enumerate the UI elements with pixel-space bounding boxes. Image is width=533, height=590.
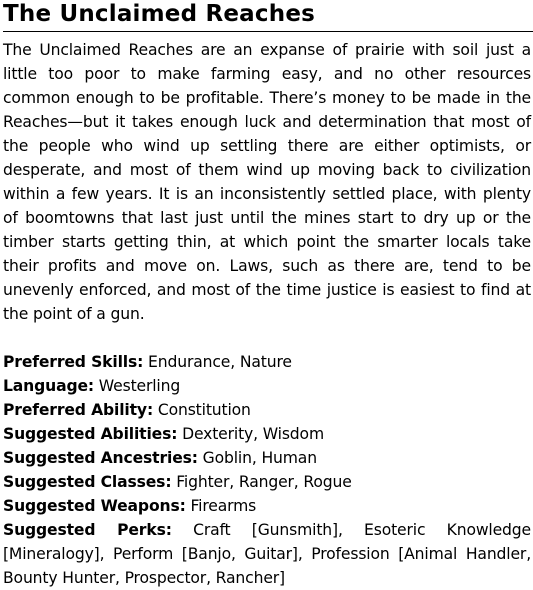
- attribute-suggested-abilities: [3, 422, 531, 446]
- attribute-value: Craft [Gunsmith], Esoteric Knowledge [Mineralogy], Perform [Banjo, Guitar], Profession [Animal Handler, Bounty Hunter, Prospector, Rancher]: [3, 521, 532, 587]
- attribute-value: Endurance, Nature: [148, 353, 292, 371]
- attribute-label: Preferred Skills:: [3, 353, 144, 371]
- attribute-preferred-ability: [3, 398, 531, 422]
- attribute-value: Dexterity, Wisdom: [182, 425, 324, 443]
- attribute-value: Constitution: [157, 401, 251, 419]
- attribute-label: Language:: [3, 377, 94, 395]
- attribute-label: Preferred Ability:: [3, 401, 154, 419]
- attribute-preferred-skills: [3, 350, 531, 374]
- attribute-suggested-classes: [3, 470, 531, 494]
- attribute-label: Suggested Ancestries:: [3, 449, 198, 467]
- attribute-suggested-ancestries: [3, 446, 531, 470]
- document-page: [3, 0, 531, 590]
- section-title: The Unclaimed Reaches: [3, 1, 316, 27]
- attribute-label: Suggested Classes:: [3, 473, 172, 491]
- title-rule: [3, 31, 533, 32]
- attribute-label: Suggested Weapons:: [3, 497, 186, 515]
- attribute-value: Fighter, Ranger, Rogue: [176, 473, 352, 491]
- description-paragraph: The Unclaimed Reaches are an expanse of prairie with soil just a little too poor to make farming easy, and no other resources common enough to be profitable. There’s money to be made in the Reaches—but it takes enough luck and determination that most of the people who wind up settling there are either optimists, or desperate, and most of them wind up moving back to civilization within a few years. It is an inconsistently settled place, with plenty of boomtowns that last just until the mines start to dry up or the timber starts getting thin, at which point the smarter locals take their profits and move on. Laws, such as there are, tend to be unevenly enforced, and most of the time justice is easiest to find at the point of a gun.: [3, 41, 531, 323]
- attribute-value: Westerling: [98, 377, 181, 395]
- attribute-label: Suggested Perks:: [3, 521, 172, 539]
- paragraph-spacer: [3, 326, 531, 350]
- attribute-list: [3, 350, 531, 590]
- attribute-value: Goblin, Human: [202, 449, 317, 467]
- attribute-suggested-weapons: [3, 494, 531, 518]
- attribute-label: Suggested Abilities:: [3, 425, 178, 443]
- attribute-suggested-perks: [3, 518, 531, 590]
- attribute-language: [3, 374, 531, 398]
- attribute-value: Firearms: [190, 497, 257, 515]
